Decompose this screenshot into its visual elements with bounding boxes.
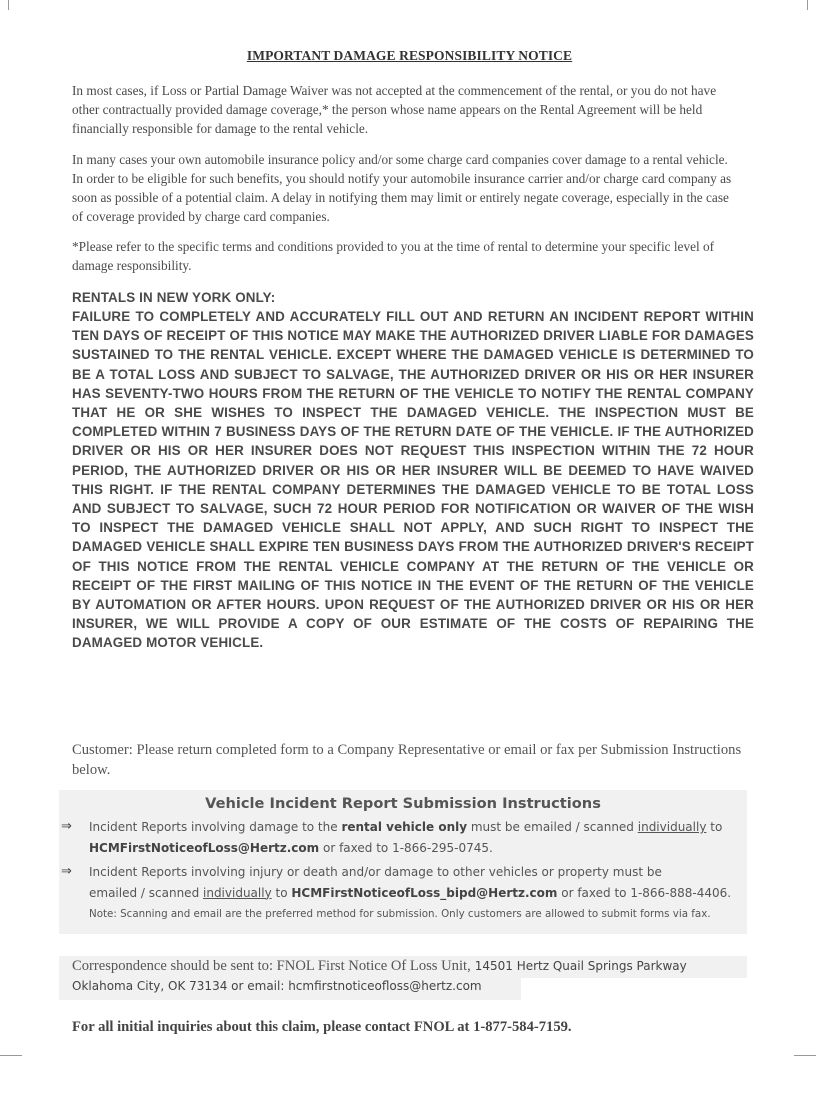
double-arrow-right-icon: ⇒ xyxy=(61,864,72,879)
paragraph-footnote: *Please refer to the specific terms and conditions provided to you at the time of rental to determine your specific level of damage responsibility. xyxy=(72,239,715,273)
double-arrow-right-icon: ⇒ xyxy=(61,819,72,834)
email-link-bipd[interactable]: HCMFirstNoticeofLoss_bipd@Hertz.com xyxy=(291,885,558,900)
crop-mark-bottom-right xyxy=(794,1055,816,1056)
correspondence-lead: Correspondence should be sent to: FNOL First Notice Of Loss Unit, xyxy=(72,958,471,974)
new-york-body: FAILURE TO COMPLETELY AND ACCURATELY FILL OUT AND RETURN AN INCIDENT REPORT WITHIN TEN DAYS OF RECEIPT OF THIS NOTICE MAY MAKE THE AUTHORIZED DRIVER LIABLE FOR DAMAGES SUSTAINED TO THE RENTAL VEHICLE. EXCEPT WHERE THE DAMAGED VEHICLE IS DETERMINED TO BE A TOTAL LOSS AND SUBJECT TO SALVAGE, THE AUTHORIZED DRIVER OR HIS OR HER INSURER HAS SEVENTY-TWO HOURS FROM THE RETURN OF THE VEHICLE TO NOTIFY THE RENTAL COMPANY THAT HE OR SHE WISHES TO INSPECT THE DAMAGED VEHICLE. THE INSPECTION MUST BE COMPLETED WITHIN 7 BUSINESS DAYS OF THE RETURN DATE OF THE VEHICLE. IF THE AUTHORIZED DRIVER OR HIS OR HER INSURER DOES NOT REQUEST THIS INSPECTION WITHIN THE 72 HOUR PERIOD, THE AUTHORIZED DRIVER OR HIS OR HER INSURER WILL BE DEEMED TO HAVE WAIVED THIS RIGHT. IF THE RENTAL COMPANY DETERMINES THE DAMAGED VEHICLE TO BE TOTAL LOSS AND SUBJECT TO SALVAGE, SUCH 72 HOUR PERIOD FOR NOTIFICATION OR WAIVER OF THE WISH TO INSPECT THE DAMAGED VEHICLE SHALL NOT APPLY, AND SUCH RIGHT TO INSPECT THE DAMAGED VEHICLE SHALL EXPIRE TEN BUSINESS DAYS FROM THE AUTHORIZED DRIVER'S RECEIPT OF THIS NOTICE FROM THE RENTAL VEHICLE COMPANY AT THE RETURN OF THE VEHICLE OR RECEIPT OF THE FIRST MAILING OF THIS NOTICE IN THE EVENT OF THE RETURN OF THE VEHICLE BY AUTOMATION OR AFTER HOURS. UPON REQUEST OF THE AUTHORIZED DRIVER OR HIS OR HER INSURER, WE WILL PROVIDE A COPY OF OUR ESTIMATE OF THE COSTS OF REPAIRING THE DAMAGED MOTOR VEHICLE. xyxy=(72,309,754,651)
notice-title: IMPORTANT DAMAGE RESPONSIBILITY NOTICE xyxy=(246,48,573,63)
inquiry-contact: For all initial inquiries about this claim, please contact FNOL at 1-877-584-7159. xyxy=(72,1019,572,1035)
customer-note: Customer: Please return completed form to a Company Representative or email or fax per Submission Instructions below. xyxy=(72,742,742,778)
correspondence-block xyxy=(59,956,747,1000)
submission-instructions-box: Vehicle Incident Report Submission Instructions ⇒ Incident Reports involving damage to the rental vehicle only must be emailed / scanned individually to HCMFirstNoticeofLoss@Hertz.com or faxed to 1-866-295-0745. ⇒ Incident Reports involving injury or death and/or damage to other vehicles or property must be emailed / scanned individually to HCMFirstNoticeofLoss_bipd@Hertz.com or faxed to 1-866-888-4406. Note: Scanning and email are the preferred method for submission. Only customers are allowed to submit forms via fax. xyxy=(59,790,747,934)
submission-note: Note: Scanning and email are the preferred method for submission. Only customers are allowed to submit forms via fax. xyxy=(89,908,711,920)
correspondence-address-line1: 14501 Hertz Quail Springs Parkway xyxy=(474,959,687,973)
correspondence-address-line2: Oklahoma City, OK 73134 or email: hcmfirstnoticeofloss@hertz.com xyxy=(72,979,482,993)
crop-mark-bottom-left xyxy=(0,1055,22,1056)
new-york-heading: RENTALS IN NEW YORK ONLY: xyxy=(72,290,276,305)
paragraph-waiver: In most cases, if Loss or Partial Damage Waiver was not accepted at the commencement of the rental, or you do not have other contractually provided damage coverage,* the person whose name appears on the Rental Agreement will be held financially responsible for damage to the rental vehicle. xyxy=(72,83,717,136)
crop-mark-top-right xyxy=(807,0,808,10)
crop-mark-top-left xyxy=(8,0,9,10)
submission-title: Vehicle Incident Report Submission Instructions xyxy=(205,795,601,812)
email-link-damage[interactable]: HCMFirstNoticeofLoss@Hertz.com xyxy=(89,840,320,855)
paragraph-insurance: In many cases your own automobile insurance policy and/or some charge card companies cover damage to a rental vehicle. In order to be eligible for such benefits, you should notify your automobile insurance carrier and/or charge card company as soon as possible of a potential claim. A delay in notifying them may limit or entirely negate coverage, especially in the case of coverage provided by charge card companies. xyxy=(72,152,732,224)
